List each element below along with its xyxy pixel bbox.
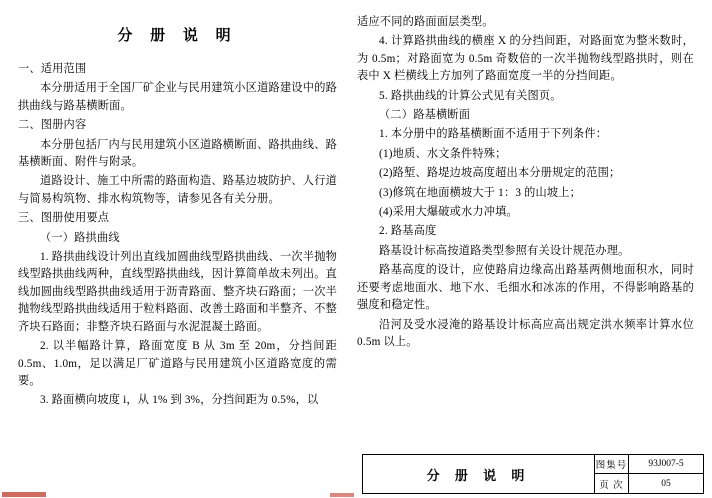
title-block-atlas-row <box>595 455 703 474</box>
paragraph: 适应不同的路面面层类型。 <box>357 16 494 28</box>
paragraph: 本分册包括厂内与民用建筑小区道路横断面、路拱曲线、路基横断面、附件与附录。 <box>18 138 338 169</box>
sub-section-heading: （一）路拱曲线 <box>40 231 120 244</box>
paragraph: (1)地质、水文条件特殊； <box>379 147 507 160</box>
paragraph: 3. 路面横向坡度 i，从 1% 到 3%，分挡间距为 0.5%，以 <box>40 394 319 407</box>
paragraph: 本分册适用于全国厂矿企业与民用建筑小区道路建设中的路拱曲线与路基横断面。 <box>18 82 338 112</box>
scan-artifact-left <box>0 488 60 498</box>
paragraph: (3)修筑在地面横坡大于 1：3 的山坡上； <box>379 186 582 199</box>
paragraph: 2. 路基高度 <box>379 225 437 238</box>
section-heading: 三、图册使用要点 <box>18 212 110 225</box>
paragraph: 4. 计算路拱曲线的横座 X 的分挡间距，对路面宽为整米数时，为 0.5m；对路面宽为 0.5m 奇数倍的一次半抛物线型路拱时，则在表中 X 栏横线上方加列了路面宽度一半的分挡间距。 <box>357 35 694 83</box>
section-heading: 二、图册内容 <box>18 119 87 132</box>
scan-artifact-center <box>330 493 354 497</box>
page-number-value: 05 <box>661 478 671 489</box>
paragraph: 5. 路拱曲线的计算公式见有关图页。 <box>379 89 562 102</box>
right-column <box>351 14 694 498</box>
title-block-page-row <box>595 474 703 493</box>
paragraph: (2)路堑、路堤边坡高度超出本分册规定的范围； <box>379 167 621 180</box>
red-mark <box>2 492 46 497</box>
title-block-fields <box>595 455 703 493</box>
title-block <box>0 452 712 498</box>
sub-section-heading: （二）路基横断面 <box>379 109 471 122</box>
paragraph: 沿河及受水浸淹的路基设计标高应高出规定洪水频率计算水位 0.5m 以上。 <box>357 318 694 348</box>
title-block-sheet-name: 分 册 说 明 <box>363 455 595 493</box>
paragraph: (4)采用大爆破或水力冲填。 <box>379 206 518 219</box>
paragraph: 1. 本分册中的路基横断面不适用于下列条件： <box>379 128 608 141</box>
atlas-number-label: 图集号 <box>595 455 629 473</box>
page-number-label: 页 次 <box>595 474 629 493</box>
title-block-frame <box>362 454 704 494</box>
paragraph: 路基高度的设计，应使路肩边缘高出路基两侧地面积水，同时还要考虑地面水、地下水、毛细水和冰冻的作用，不得影响路基的强度和稳定性。 <box>357 264 694 312</box>
page-title: 分 册 说 明 <box>117 28 238 44</box>
paragraph: 2. 以半幅路计算，路面宽度 B 从 3m 至 20m，分挡间距 0.5m、1.0m，足以满足厂矿道路与民用建筑小区道路宽度的需要。 <box>18 340 338 387</box>
left-column <box>18 14 351 498</box>
section-heading: 一、适用范围 <box>18 63 87 75</box>
paragraph: 路基设计标高按道路类型参照有关设计规范办理。 <box>379 244 630 257</box>
atlas-number-value: 93J007-5 <box>648 459 684 469</box>
paragraph: 道路设计、施工中所需的路面构造、路基边坡防护、人行道与简易构筑物、排水构筑物等，请参见各有关分册。 <box>18 175 338 205</box>
paragraph: 1. 路拱曲线设计列出直线加圆曲线型路拱曲线、一次半抛物线型路拱曲线两种，直线型路拱曲线，因计算简单故未列出。直线加圆曲线型路拱曲线适用于沥青路面、整齐块石路面；一次半抛物线型路拱曲线适用于粒料路面、改善土路面和半整齐、不整齐块石路面；非整齐块石路面与水泥混凝土路面。 <box>18 251 338 333</box>
